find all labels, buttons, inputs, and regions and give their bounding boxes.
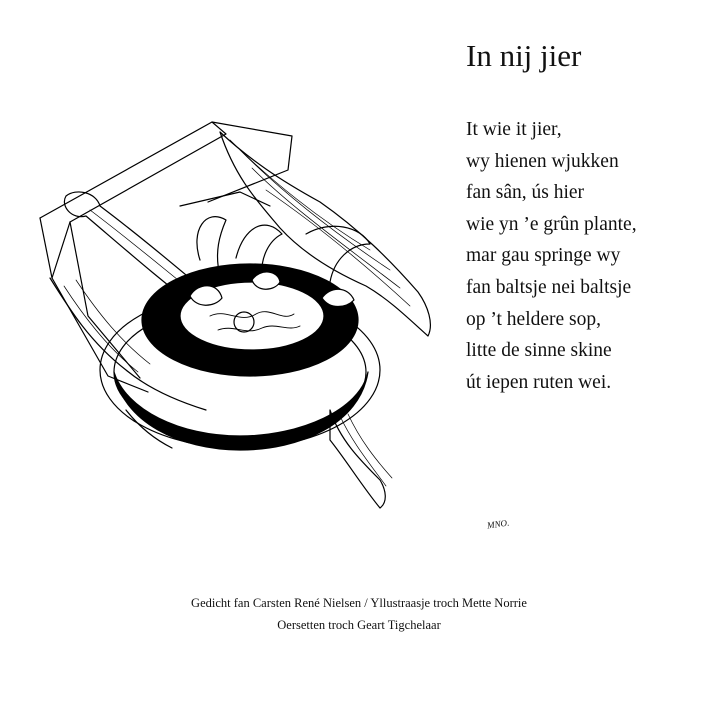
poem-line: It wie it jier, <box>466 119 562 140</box>
poem-line: fan baltsje nei baltsje <box>466 276 632 298</box>
poem-line: fan sân, ús hier <box>466 182 585 204</box>
credits-translator: Oersetten troch Geart Tigchelaar <box>277 618 441 632</box>
poem-stanza <box>466 114 637 398</box>
poem-line: wie yn ’e grûn plante, <box>466 213 637 235</box>
poem-line: wy hienen wjukken <box>466 150 619 172</box>
poem-line: op ’t heldere sop, <box>466 308 602 330</box>
artist-signature: MNO. <box>486 517 510 531</box>
ink-illustration <box>30 110 450 530</box>
poem-title: In nij jier <box>466 38 582 73</box>
credits-author-illustrator: Gedicht fan Carsten René Nielsen / Yllustraasje troch Mette Norrie <box>191 596 527 610</box>
poem-line: mar gau springe wy <box>466 245 621 267</box>
poem-line: litte de sinne skine <box>466 340 612 362</box>
credits <box>0 592 718 636</box>
poem-line: út iepen ruten wei. <box>466 371 612 393</box>
